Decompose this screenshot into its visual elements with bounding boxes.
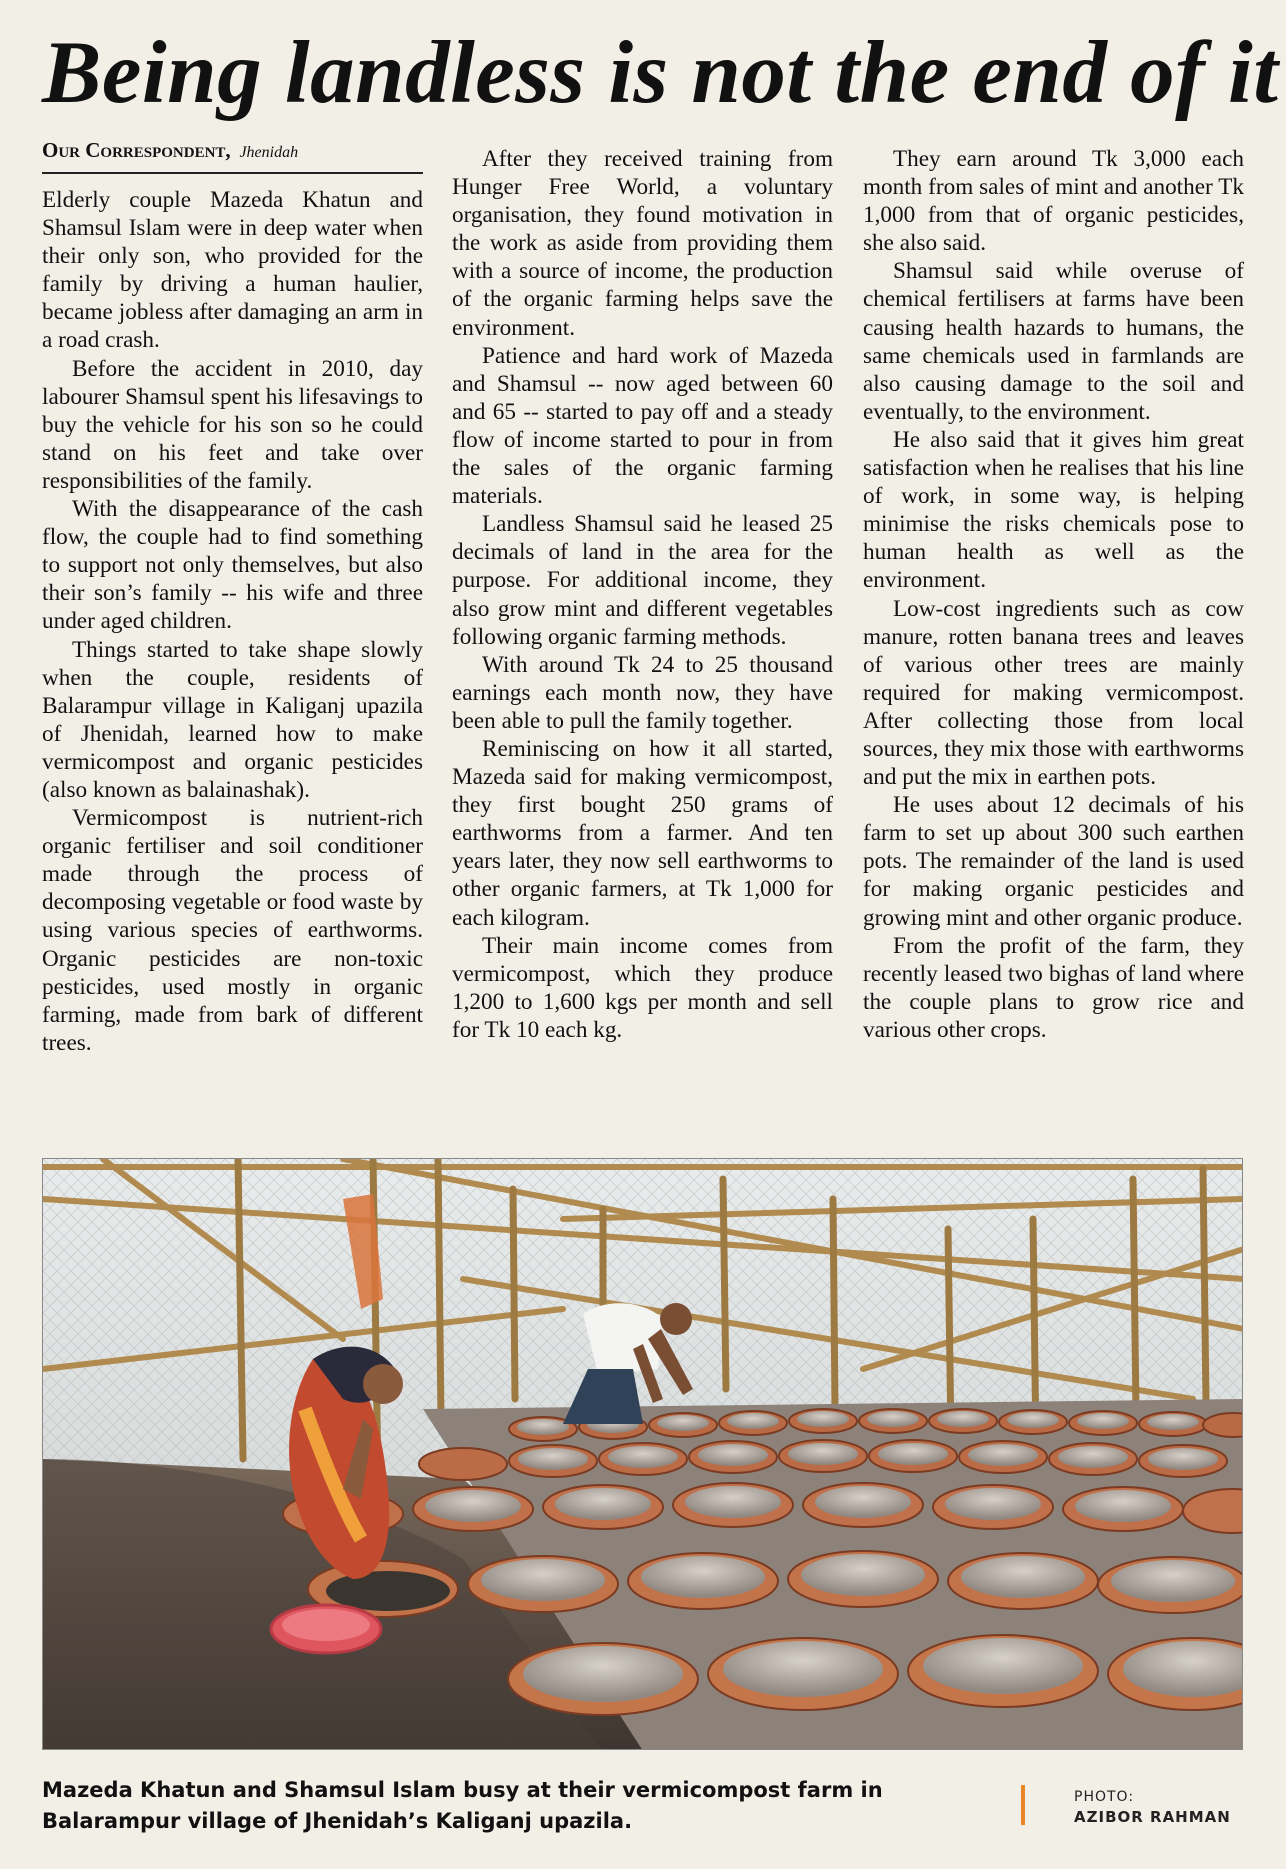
byline-place: Jhenidah <box>239 144 299 161</box>
article-column-1 <box>42 186 423 1057</box>
paragraph: Things started to take shape slowly when the couple, residents of Balarampur village in Kaliganj upazila of Jhenidah, learned how to make vermicompost and organic pesticides (also known as balainashak). <box>42 636 423 803</box>
photo-caption: Mazeda Khatun and Shamsul Islam busy at their vermicompost farm in Balarampur village of Jhenidah’s Kaliganj upazila. <box>42 1778 883 1833</box>
paragraph: After they received training from Hunger Free World, a voluntary organisation, they found motivation in the work as aside from providing them with a source of income, the production of the organic farming helps save the environment. <box>452 146 833 341</box>
paragraph: He also said that it gives him great satisfaction when he realises that his line of work, in some way, is helping minimise the risks chemicals pose to human health as well as the environment. <box>863 426 1244 594</box>
byline-role: Our Correspondent, <box>42 138 231 162</box>
paragraph: With the disappearance of the cash flow, the couple had to find something to support not only themselves, but also their son’s family -- his wife and three under aged children. <box>42 496 423 635</box>
paragraph: He uses about 12 decimals of his farm to set up about 300 such earthen pots. The remainder of the land is used for making organic pesticides and growing mint and other organic produce. <box>863 792 1244 931</box>
farm-photo <box>42 1158 1243 1750</box>
article-column-2 <box>452 145 833 1044</box>
byline <box>42 137 423 174</box>
paragraph: With around Tk 24 to 25 thousand earnings each month now, they have been able to pull the family together. <box>452 651 833 734</box>
paragraph: Landless Shamsul said he leased 25 decimals of land in the area for the purpose. For additional income, they also grow mint and different vegetables following organic farming methods. <box>452 511 833 650</box>
paragraph: Their main income comes from vermicompost, which they produce 1,200 to 1,600 kgs per month and sell for Tk 10 each kg. <box>452 932 833 1043</box>
paragraph: Elderly couple Mazeda Khatun and Shamsul Islam were in deep water when their only son, who provided for the family by driving a human haulier, became jobless after damaging an arm in a road crash. <box>42 187 423 354</box>
paragraph: Low-cost ingredients such as cow manure, rotten banana trees and leaves of various other trees are mainly required for making vermicompost. After collecting those from local sources, they mix those with earthworms and put the mix in earthen pots. <box>863 595 1244 791</box>
credit-divider <box>1021 1785 1025 1825</box>
paragraph: Shamsul said while overuse of chemical fertilisers at farms have been causing health hazards to humans, the same chemicals used in farmlands are also causing damage to the soil and eventually, to the environment. <box>863 258 1244 425</box>
article-column-3 <box>863 145 1244 1044</box>
paragraph: Before the accident in 2010, day labourer Shamsul spent his lifesavings to buy the vehicle for his son so he could stand on his feet and take over responsibilities of the family. <box>42 355 423 494</box>
paragraph: Reminiscing on how it all started, Mazeda said for making vermicompost, they first bought 250 grams of earthworms from a farmer. And ten years later, they now sell earthworms to other organic farmers, at Tk 1,000 for each kilogram. <box>452 735 833 931</box>
headline: Being landless is not the end of it <box>42 24 1279 122</box>
paragraph: Patience and hard work of Mazeda and Shamsul -- now aged between 60 and 65 -- started to pay off and a steady flow of income started to pour in from the sales of the organic farming materials. <box>452 342 833 510</box>
paragraph: They earn around Tk 3,000 each month from sales of mint and another Tk 1,000 from that of organic pesticides, she also said. <box>863 146 1244 257</box>
photo-credit <box>1074 1787 1231 1827</box>
photo-credit-label: PHOTO: <box>1074 1789 1135 1805</box>
paragraph: Vermicompost is nutrient-rich organic fertiliser and soil conditioner made through the process of decomposing vegetable or food waste by using various species of earthworms. Organic pesticides are non-toxic pesticides, used mostly in organic farming, made from bark of different trees. <box>42 805 423 1056</box>
photo-credit-name: AZIBOR RAHMAN <box>1074 1808 1231 1826</box>
paragraph: From the profit of the farm, they recently leased two bighas of land where the couple plans to grow rice and various other crops. <box>863 932 1244 1043</box>
